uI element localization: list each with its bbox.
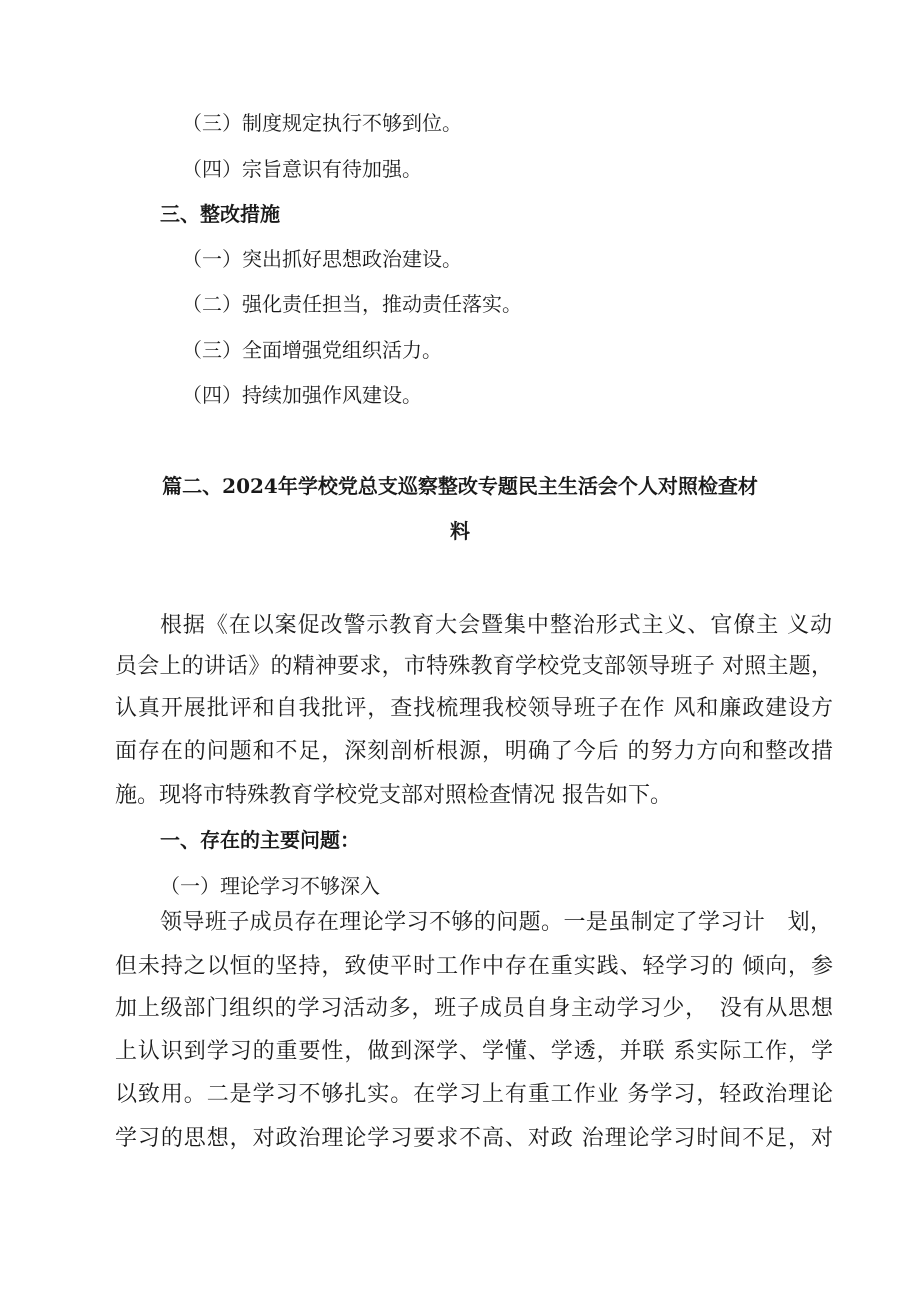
list-item: （三）制度规定执行不够到位。 [182,111,462,135]
list-item: （四）持续加强作风建设。 [182,383,422,407]
section-heading: 三、整改措施 [160,202,280,226]
list-item: （四）宗旨意识有待加强。 [182,157,422,181]
document-title-line-2: 料 [450,519,470,543]
list-item: （一）突出抓好思想政治建设。 [182,247,462,271]
subsection-heading: （一）理论学习不够深入 [160,874,380,898]
paragraph-line: 但未持之以恒的坚持，致使平时工作中存在重实践、轻学习的 倾向，参 [115,954,833,979]
paragraph-line: 以致用。二是学习不够扎实。在学习上有重工作业 务学习，轻政治理论 [115,1082,833,1107]
paragraph-line: 面存在的问题和不足，深刻剖析根源，明确了今后 的努力方向和整改措 [115,739,833,764]
paragraph-line: 员会上的讲话》的精神要求，市特殊教育学校党支部领导班子 对照主题， [115,654,833,679]
paragraph-line: 学习的思想，对政治理论学习要求不高、对政 治理论学习时间不足，对 [115,1126,833,1151]
list-item: （二）强化责任担当，推动责任落实。 [182,292,522,316]
paragraph-line: 领导班子成员存在理论学习不够的问题。一是虽制定了学习计 划， [160,910,832,935]
paragraph-line: 上认识到学习的重要性，做到深学、学懂、学透，并联 系实际工作，学 [115,1039,833,1064]
paragraph-line: 认真开展批评和自我批评，查找梳理我校领导班子在作 风和廉政建设方 [115,696,833,721]
part-heading: 一、存在的主要问题： [160,828,360,852]
list-item: （三）全面增强党组织活力。 [182,338,442,362]
document-title-line-1: 篇二、2024年学校党总支巡察整改专题民主生活会个人对照检查材 [162,474,758,498]
paragraph-line: 加上级部门组织的学习活动多，班子成员自身主动学习少， 没有从思想 [115,996,833,1021]
paragraph-line: 施。现将市特殊教育学校党支部对照检查情况 报告如下。 [115,783,672,808]
paragraph-line: 根据《在以案促改警示教育大会暨集中整治形式主义、官僚主 义动 [160,613,832,638]
